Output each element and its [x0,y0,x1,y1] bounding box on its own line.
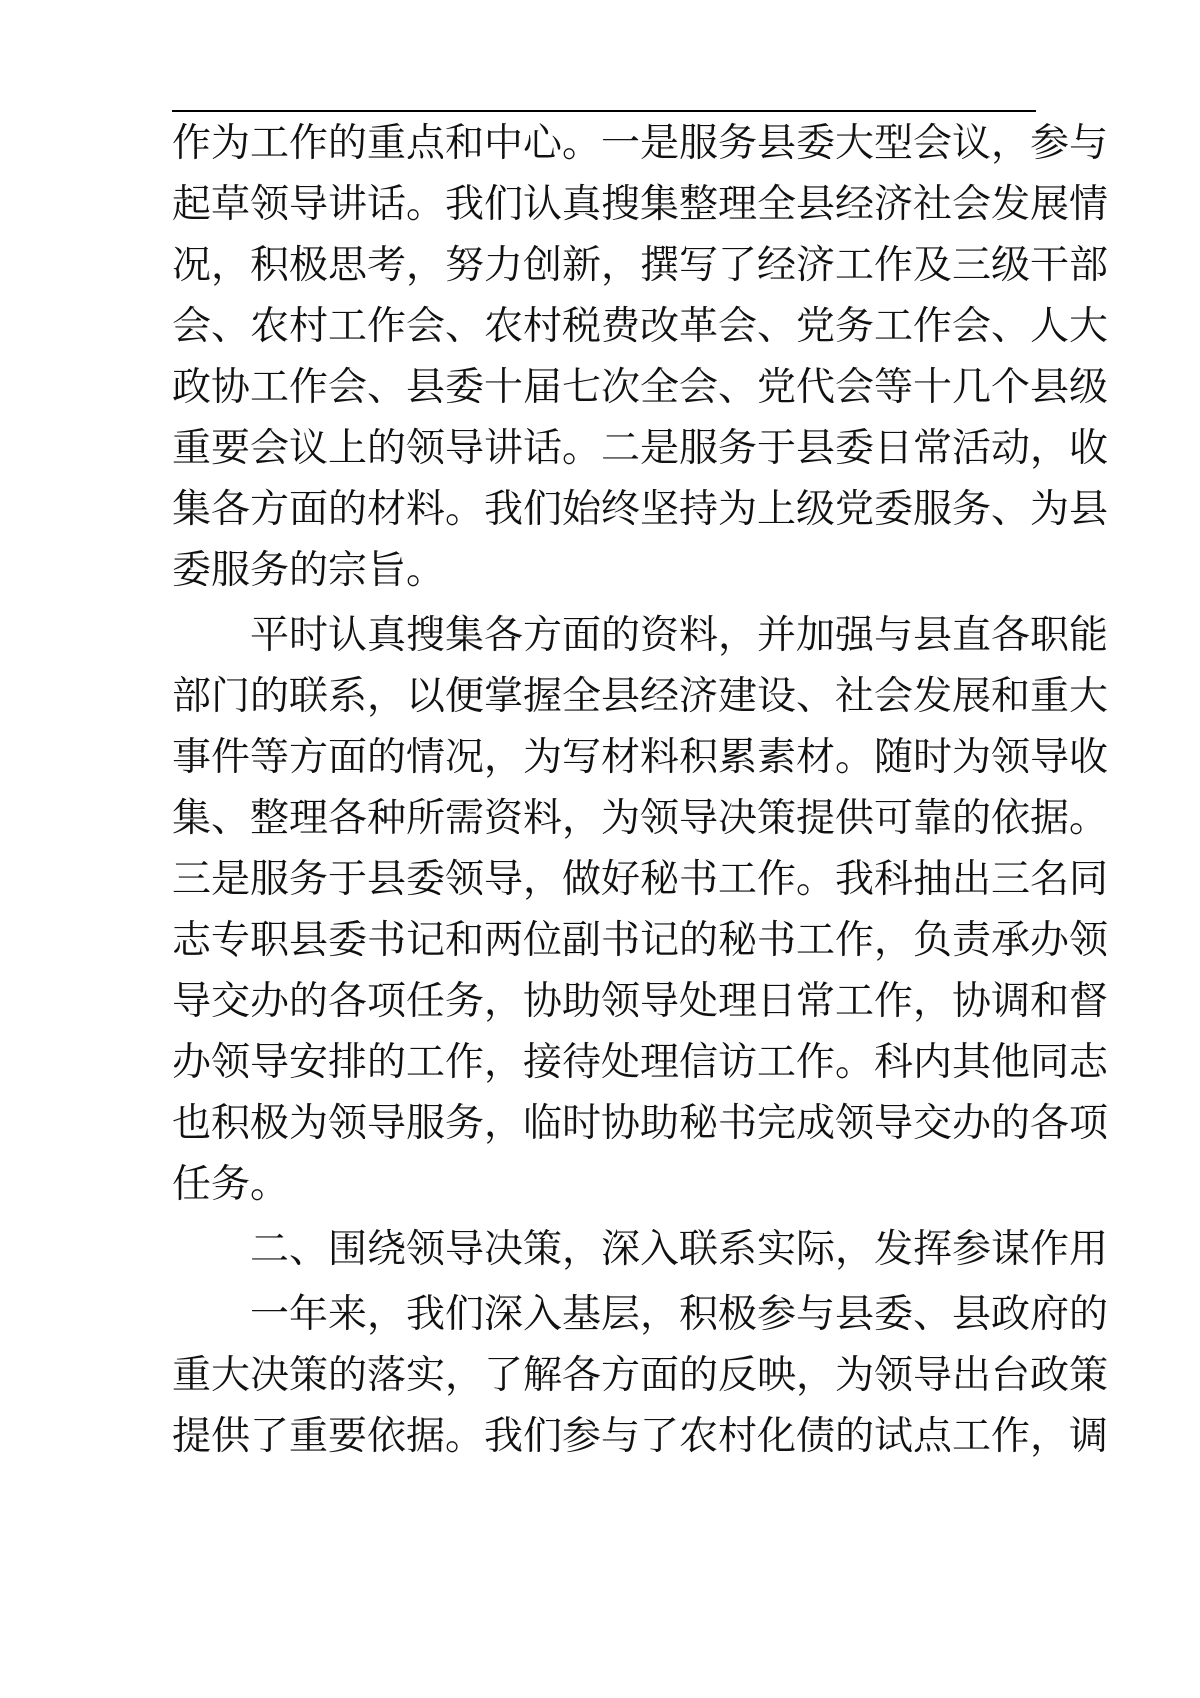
text-line: 委服务的宗旨。 [172,548,446,593]
text-line: 政协工作会、县委十届七次全会、党代会等十几个县级 [172,365,1109,410]
text-line: 集各方面的材料。我们始终坚持为上级党委服务、为县 [172,487,1109,532]
document-body [172,113,1109,1467]
section-heading [172,1219,1109,1280]
text-line: 况，积极思考，努力创新，撰写了经济工作及三级干部 [172,243,1109,288]
text-line: 作为工作的重点和中心。一是服务县委大型会议，参与 [172,121,1109,166]
header-rule [172,110,1036,112]
text-line: 一年来，我们深入基层，积极参与县委、县政府的 [250,1292,1109,1337]
text-line: 部门的联系，以便掌握全县经济建设、社会发展和重大 [172,674,1109,719]
paragraph-1 [172,113,1109,601]
text-line: 集、整理各种所需资料，为领导决策提供可靠的依据。 [172,796,1109,841]
text-line: 也积极为领导服务，临时协助秘书完成领导交办的各项 [172,1101,1109,1146]
text-line: 导交办的各项任务，协助领导处理日常工作，协调和督 [172,979,1109,1024]
paragraph-3 [172,1284,1109,1467]
text-line: 平时认真搜集各方面的资料，并加强与县直各职能 [250,613,1109,658]
text-line: 提供了重要依据。我们参与了农村化债的试点工作，调 [172,1414,1109,1459]
text-line: 办领导安排的工作，接待处理信访工作。科内其他同志 [172,1040,1109,1085]
text-line: 会、农村工作会、农村税费改革会、党务工作会、人大 [172,304,1109,349]
text-line: 志专职县委书记和两位副书记的秘书工作，负责承办领 [172,918,1109,963]
text-line: 三是服务于县委领导，做好秘书工作。我科抽出三名同 [172,857,1109,902]
text-line: 任务。 [172,1162,290,1207]
text-line: 重大决策的落实，了解各方面的反映，为领导出台政策 [172,1353,1109,1398]
text-line: 事件等方面的情况，为写材料积累素材。随时为领导收 [172,735,1109,780]
paragraph-2 [172,605,1109,1215]
text-line: 起草领导讲话。我们认真搜集整理全县经济社会发展情 [172,182,1109,227]
section-heading-text: 二、围绕领导决策，深入联系实际，发挥参谋作用 [250,1227,1109,1272]
text-line: 重要会议上的领导讲话。二是服务于县委日常活动，收 [172,426,1109,471]
